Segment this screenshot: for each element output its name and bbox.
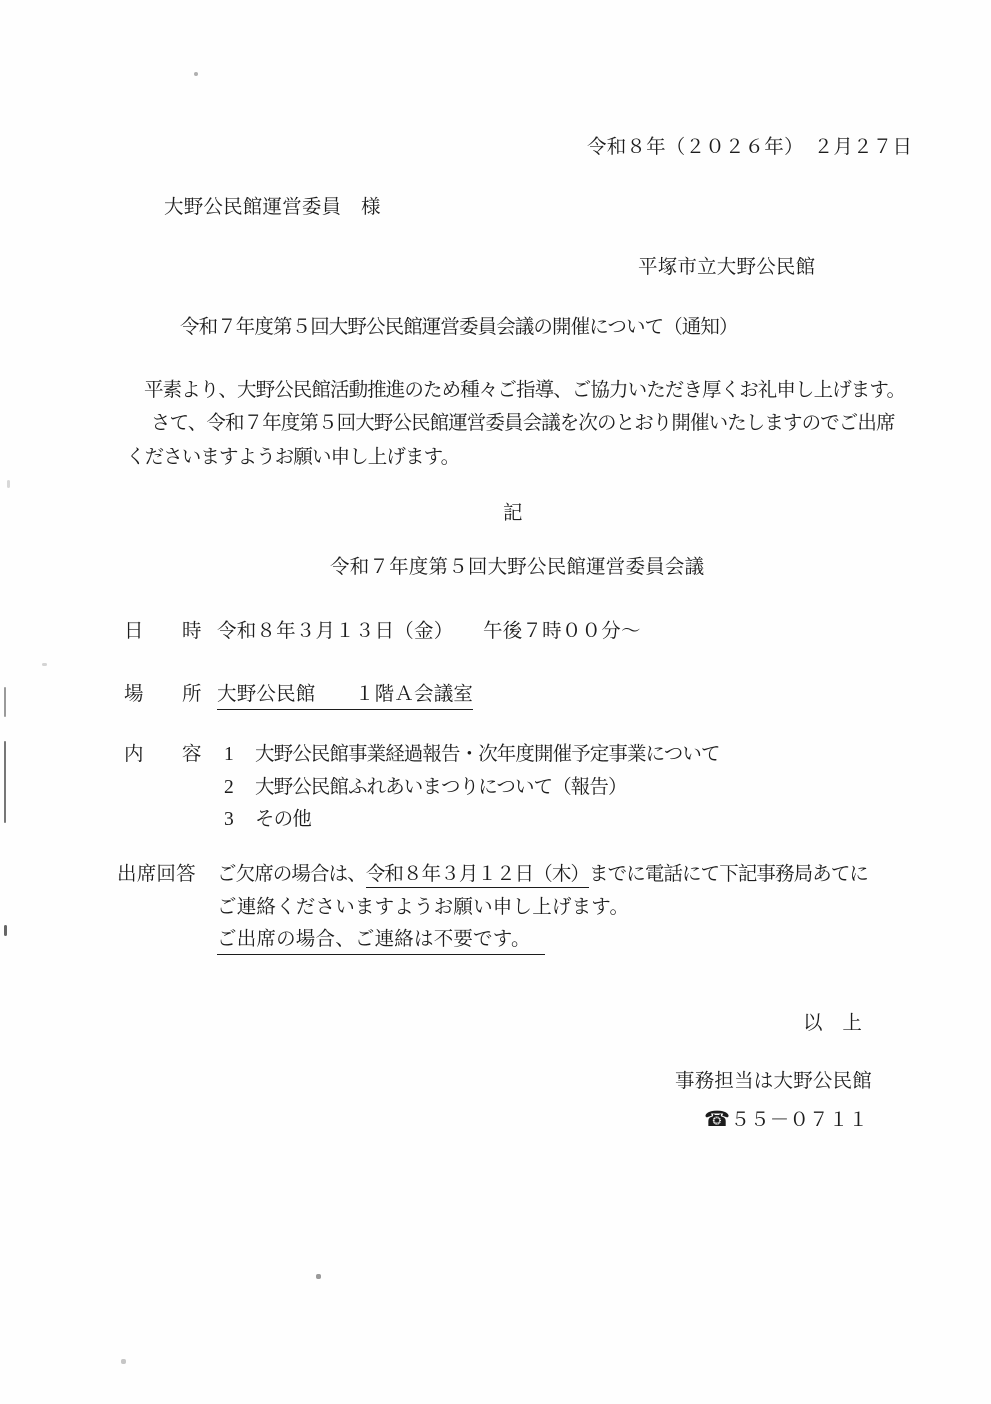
telephone-icon: ☎ — [704, 1107, 731, 1131]
place-label-2: 所 — [182, 684, 202, 705]
datetime-value: 令和８年３月１３日（金） 午後７時００分～ — [217, 621, 641, 642]
agenda-label-2: 容 — [182, 744, 202, 765]
scan-edge-mark — [4, 741, 6, 823]
place-value: 大野公民館 １階Ａ会議室 — [217, 683, 473, 710]
issue-date: 令和８年（２０２６年） ２月２７日 — [587, 137, 913, 158]
document-title: 令和７年度第５回大野公民館運営委員会議の開催について（通知） — [180, 317, 738, 338]
body-line-1: 平素より、大野公民館活動推進のため種々ご指導、ご協力いただき厚くお礼申し上げます。 — [144, 380, 906, 401]
office-in-charge: 事務担当は大野公民館 — [675, 1071, 873, 1092]
closing-marker: 以 上 — [803, 1013, 863, 1034]
agenda-item-text: 大野公民館事業経過報告・次年度開催予定事業について — [255, 744, 720, 765]
addressee-line: 大野公民館運営委員 様 — [164, 197, 381, 218]
agenda-item-number: 3 — [224, 809, 234, 830]
rsvp-line-1-post: までに電話にて下記事務局あてに — [589, 864, 869, 885]
phone-line — [704, 1106, 868, 1133]
datetime-label-1: 日 — [124, 621, 144, 642]
sender-line: 平塚市立大野公民館 — [638, 257, 816, 278]
agenda-label-1: 内 — [124, 744, 144, 765]
scan-speck — [194, 72, 198, 76]
scan-speck — [316, 1274, 321, 1279]
rsvp-line-2: ご連絡くださいますようお願い申し上げます。 — [217, 897, 630, 918]
rsvp-line-3: ご出席の場合、ご連絡は不要です。 — [217, 928, 545, 955]
place-label-1: 場 — [124, 684, 144, 705]
rsvp-deadline-date: 令和８年３月１２日（木） — [366, 864, 589, 888]
rsvp-line-1 — [217, 863, 868, 887]
meeting-name: 令和７年度第５回大野公民館運営委員会議 — [330, 557, 705, 578]
rsvp-label: 出席回答 — [117, 864, 196, 885]
rsvp-line-1-pre: ご欠席の場合は、 — [217, 864, 366, 885]
body-line-2: さて、令和７年度第５回大野公民館運営委員会議を次のとおり開催いたしますのでご出席 — [151, 413, 895, 434]
agenda-item-number: 1 — [224, 744, 234, 765]
scan-speck — [121, 1359, 126, 1364]
record-marker: 記 — [503, 503, 523, 524]
phone-number: ５５－０７１１ — [730, 1110, 869, 1131]
agenda-item-number: 2 — [224, 777, 234, 798]
datetime-label-2: 時 — [182, 621, 202, 642]
scan-speck — [7, 480, 10, 488]
agenda-item-text: 大野公民館ふれあいまつりについて（報告） — [255, 777, 627, 798]
agenda-item-text: その他 — [255, 809, 311, 830]
body-line-3: くださいますようお願い申し上げます。 — [126, 447, 460, 468]
scan-edge-mark — [4, 687, 6, 717]
scan-edge-mark — [4, 925, 7, 936]
scan-speck — [42, 663, 47, 666]
